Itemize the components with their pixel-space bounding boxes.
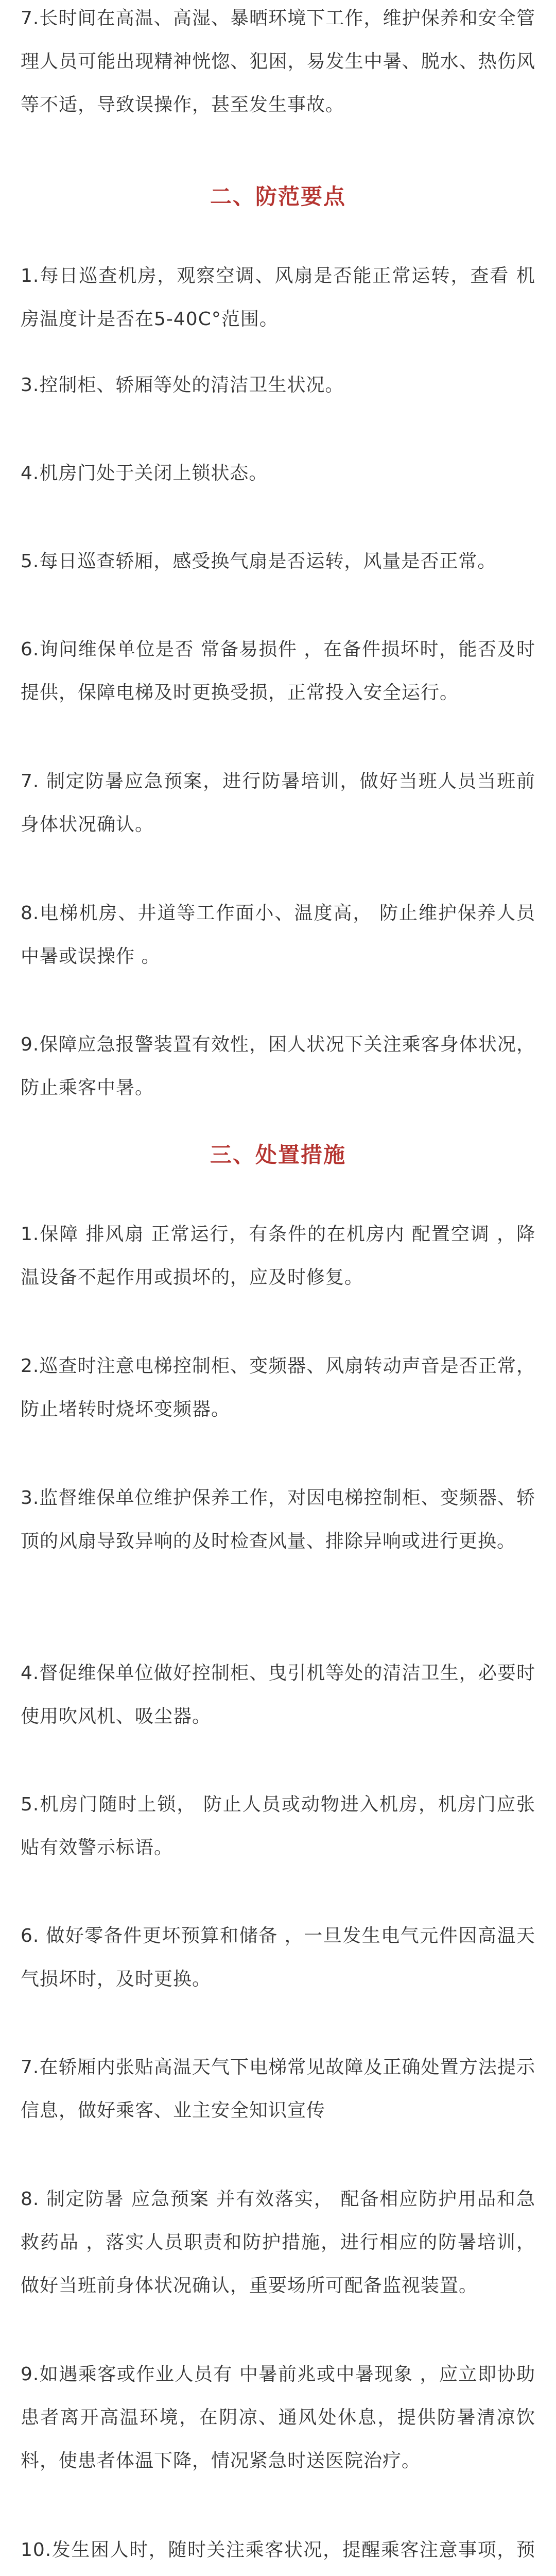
intro-item-7 xyxy=(21,0,535,127)
section-3-item-7 xyxy=(21,2046,535,2132)
paragraph-text: 9.保障应急报警装置有效性，困人状况下关注乘客身体状况，防止乘客中暑。 xyxy=(21,1034,535,1098)
paragraph-text: 8.电梯机房、井道等工作面小、温度高， 防止维护保养人员中暑或误操作 。 xyxy=(21,903,535,967)
paragraph-text: 4.机房门处于关闭上锁状态。 xyxy=(21,463,268,484)
paragraph-text: 3.监督维保单位维护保养工作，对因电梯控制柜、变频器、轿顶的风扇导致异响的及时检查风量、排除异响或进行更换。 xyxy=(21,1487,535,1552)
section-3-item-9 xyxy=(21,2353,535,2483)
paragraph-text: 6.询问维保单位是否 常备易损件 ，在备件损坏时，能否及时提供，保障电梯及时更换受损，正常投入安全运行。 xyxy=(21,639,535,703)
paragraph-text: 2.巡查时注意电梯控制柜、变频器、风扇转动声音是否正常，防止堵转时烧坏变频器。 xyxy=(21,1355,535,1420)
section-heading: 二、防范要点 xyxy=(210,184,346,209)
section-2-item-7 xyxy=(21,760,535,846)
section-3-item-1 xyxy=(21,1213,535,1299)
paragraph-text: 5.每日巡查轿厢，感受换气扇是否运转，风量是否正常。 xyxy=(21,551,497,572)
section-2-item-3 xyxy=(21,364,535,407)
section-3-item-4 xyxy=(21,1652,535,1738)
paragraph-text: 8. 制定防暑 应急预案 并有效落实， 配备相应防护用品和急救药品 ，落实人员职责和防护措施，进行相应的防暑培训，做好当班前身体状况确认，重要场所可配备监视装置。 xyxy=(21,2189,535,2296)
section-3-item-6 xyxy=(21,1914,535,2001)
section-3-item-8 xyxy=(21,2178,535,2308)
paragraph-text: 1.保障 排风扇 正常运行，有条件的在机房内 配置空调 ，降温设备不起作用或损坏的，应及时修复。 xyxy=(21,1224,535,1288)
paragraph-text: 10.发生困人时，随时关注乘客状况，提醒乘客注意事项，预 xyxy=(21,2539,535,2561)
section-2-item-8 xyxy=(21,892,535,978)
section-2-item-9 xyxy=(21,1023,535,1110)
section-3-item-5 xyxy=(21,1783,535,1870)
paragraph-text: 6. 做好零备件更坏预算和储备 ，一旦发生电气元件因高温天气损坏时，及时更换。 xyxy=(21,1925,535,1990)
section-3-item-2 xyxy=(21,1345,535,1431)
section-3-item-3 xyxy=(21,1477,535,1563)
section-2-item-1 xyxy=(21,255,535,341)
section-2-item-6 xyxy=(21,628,535,715)
paragraph-text: 7.长时间在高温、高湿、暴晒环境下工作，维护保养和安全管理人员可能出现精神恍惚、犯困，易发生中暑、脱水、热伤风等不适，导致误操作，甚至发生事故。 xyxy=(21,8,535,115)
paragraph-text: 9.如遇乘客或作业人员有 中暑前兆或中暑现象 ，应立即协助患者离开高温环境，在阴凉、通风处休息，提供防暑清凉饮料，使患者体温下降，情况紧急时送医院治疗。 xyxy=(21,2364,535,2471)
section-2-item-4 xyxy=(21,452,535,495)
section-3-item-10 xyxy=(21,2529,535,2576)
paragraph-text: 7.在轿厢内张贴高温天气下电梯常见故障及正确处置方法提示信息，做好乘客、业主安全知识宣传 xyxy=(21,2057,535,2121)
section-3-title-block xyxy=(21,1140,535,1171)
paragraph-text: 3.控制柜、轿厢等处的清洁卫生状况。 xyxy=(21,375,344,396)
section-heading: 三、处置措施 xyxy=(210,1142,346,1167)
section-2-title-block xyxy=(21,181,535,212)
section-2-item-5 xyxy=(21,540,535,583)
paragraph-text: 4.督促维保单位做好控制柜、曳引机等处的清洁卫生，必要时使用吹风机、吸尘器。 xyxy=(21,1663,535,1727)
paragraph-text: 1.每日巡查机房，观察空调、风扇是否能正常运转，查看 机房温度计是否在5-40C°范围。 xyxy=(21,265,535,330)
paragraph-text: 5.机房门随时上锁， 防止人员或动物进入机房，机房门应张贴有效警示标语。 xyxy=(21,1794,535,1858)
paragraph-text: 7. 制定防暑应急预案，进行防暑培训，做好当班人员当班前身体状况确认。 xyxy=(21,771,535,835)
